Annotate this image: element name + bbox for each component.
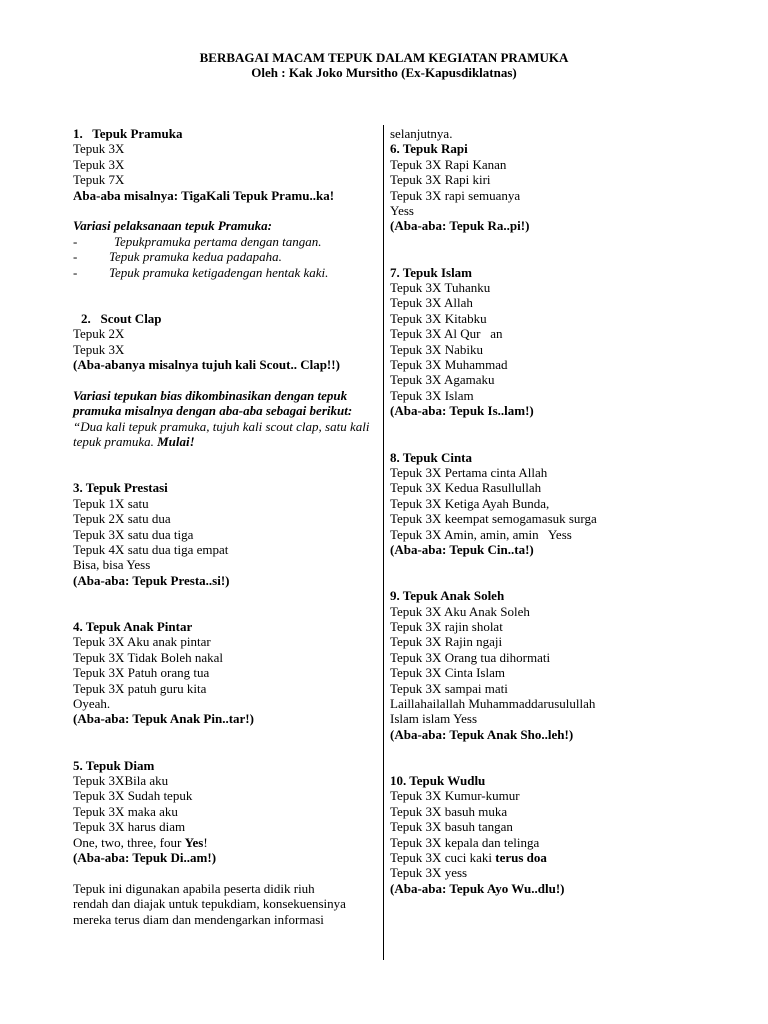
text-line: Tepuk 3X Pertama cinta Allah <box>390 464 548 480</box>
right-column <box>390 126 730 896</box>
text-line: Tepuk 7X <box>73 172 125 188</box>
section-tepuk-prestasi <box>73 480 378 588</box>
note-line: Tepuk ini digunakan apabila peserta didik riuh <box>73 880 315 896</box>
quote-end: Mulai! <box>157 434 195 450</box>
text-line: Tepuk 3X Tidak Boleh nakal <box>73 649 224 665</box>
section-heading: 4. Tepuk Anak Pintar <box>73 618 193 634</box>
text-line: Tepuk 3X Rapi Kanan <box>390 156 507 172</box>
text-line: Tepuk 3X keempat semogamasuk surga <box>390 511 597 527</box>
text-line: Tepuk 3X Rapi kiri <box>390 172 491 188</box>
text-line: Tepuk 3X maka aku <box>73 803 178 819</box>
text-line: Tepuk 3X Ketiga Ayah Bunda, <box>390 495 550 511</box>
section-heading: 5. Tepuk Diam <box>73 757 155 773</box>
section-tepuk-anak-pintar <box>73 619 378 727</box>
section-tepuk-diam <box>73 758 378 927</box>
list-item-text: Tepukpramuka pertama dengan tangan. <box>114 233 322 249</box>
text-line: Tepuk 3X sampai mati <box>390 680 508 696</box>
text-line: Oyeah. <box>73 695 111 711</box>
text-line: Tepuk 3X yess <box>390 865 468 881</box>
cue-line: (Aba-aba: Tepuk Cin..ta!) <box>390 541 534 557</box>
document-header <box>0 50 768 81</box>
section-heading: 6. Tepuk Rapi <box>390 141 468 157</box>
column-divider <box>383 125 384 960</box>
text-line: Tepuk 2X <box>73 326 125 342</box>
text-line: Tepuk 3X Amin, amin, amin Yess <box>390 526 572 542</box>
section-tepuk-anak-soleh <box>390 588 730 742</box>
note-line: mereka terus diam dan mendengarkan informasi <box>73 911 324 927</box>
section-tepuk-wudlu <box>390 773 730 896</box>
section-heading: 7. Tepuk Islam <box>390 264 473 280</box>
text-line: Tepuk 3XBila aku <box>73 772 169 788</box>
variation-heading: Variasi pelaksanaan tepuk Pramuka: <box>73 218 273 234</box>
text-line: Tepuk 3X Orang tua dihormati <box>390 649 551 665</box>
list-item-text: Tepuk pramuka kedua padapaha. <box>109 249 282 265</box>
text-line: One, two, three, four Yes! <box>73 834 208 850</box>
text-line: Tepuk 3X satu dua tiga <box>73 526 194 542</box>
cue-line: (Aba-aba: Tepuk Ra..pi!) <box>390 218 530 234</box>
text-line: Tepuk 3X patuh guru kita <box>73 680 207 696</box>
text-line: Tepuk 3X Kedua Rasullullah <box>390 480 542 496</box>
section-tepuk-rapi <box>390 141 730 233</box>
left-column <box>73 126 378 927</box>
text-line: Yess <box>390 203 414 219</box>
text-line: Tepuk 3X basuh tangan <box>390 819 513 835</box>
section-tepuk-islam <box>390 265 730 419</box>
text-line: Laillahailallah Muhammaddarusulullah <box>390 695 596 711</box>
text-line: Tepuk 3X Sudah tepuk <box>73 788 193 804</box>
section-scout-clap <box>73 311 378 450</box>
variation-heading: Variasi tepukan bias dikombinasikan dengan tepuk pramuka misalnya dengan aba-aba sebagai berikut: <box>73 387 353 419</box>
section-heading: 2. Scout Clap <box>81 310 162 326</box>
cue-line: (Aba-aba: Tepuk Di..am!) <box>73 850 217 865</box>
cue-line: (Aba-aba: Tepuk Is..lam!) <box>390 403 534 419</box>
text-line: Tepuk 3X Kumur-kumur <box>390 788 520 804</box>
section-heading: 1. Tepuk Pramuka <box>73 126 183 141</box>
cue-line: (Aba-aba: Tepuk Ayo Wu..dlu!) <box>390 880 565 896</box>
example-quote: “Dua kali tepuk pramuka, tujuh kali scout clap, satu kali tepuk pramuka. Mulai! <box>73 418 370 450</box>
text-line: Tepuk 3X <box>73 156 125 172</box>
text-line: Tepuk 3X rapi semuanya <box>390 187 521 203</box>
text-line: Tepuk 3X Kitabku <box>390 310 487 326</box>
cue-line: (Aba-aba: Tepuk Anak Sho..leh!) <box>390 726 574 742</box>
list-item: - Tepuk pramuka ketigadengan hentak kaki. <box>73 264 329 280</box>
text-line: Tepuk 2X satu dua <box>73 511 171 527</box>
list-item-text: Tepuk pramuka ketigadengan hentak kaki. <box>109 264 329 280</box>
list-item: - Tepukpramuka pertama dengan tangan. <box>73 233 322 249</box>
text-line: Tepuk 1X satu <box>73 495 149 511</box>
text-line: Tepuk 3X kepala dan telinga <box>390 834 540 850</box>
list-item: - Tepuk pramuka kedua padapaha. <box>73 249 282 265</box>
section-heading: 3. Tepuk Prestasi <box>73 480 168 496</box>
cue-line: (Aba-aba: Tepuk Anak Pin..tar!) <box>73 711 254 727</box>
text-line: Tepuk 3X Agamaku <box>390 372 495 388</box>
section-heading: 10. Tepuk Wudlu <box>390 773 486 788</box>
section-tepuk-pramuka <box>73 126 378 280</box>
text-line: Tepuk 3X Aku Anak Soleh <box>390 603 530 619</box>
cue-line: (Aba-aba: Tepuk Presta..si!) <box>73 572 230 588</box>
text-line: Tepuk 3X <box>73 141 125 157</box>
text-line: Tepuk 3X cuci kaki terus doa <box>390 850 547 866</box>
cue-line: Aba-aba misalnya: TigaKali Tepuk Pramu..ka! <box>73 187 335 203</box>
text-line: Tepuk 3X Allah <box>390 295 473 311</box>
text-line: Tepuk 3X Muhammad <box>390 357 508 373</box>
section-heading: 9. Tepuk Anak Soleh <box>390 588 505 604</box>
continuation-text: selanjutnya. <box>390 126 453 141</box>
cue-line: (Aba-abanya misalnya tujuh kali Scout.. Clap!!) <box>73 357 340 373</box>
text-line: Bisa, bisa Yess <box>73 557 151 573</box>
text-line: Tepuk 3X Nabiku <box>390 341 483 357</box>
text-line: Tepuk 3X Aku anak pintar <box>73 634 211 650</box>
text-line: Tepuk 4X satu dua tiga empat <box>73 541 229 557</box>
text-line: Tepuk 3X Tuhanku <box>390 280 491 296</box>
section-tepuk-cinta <box>390 450 730 558</box>
document-author: Oleh : Kak Joko Mursitho (Ex-Kapusdiklatnas) <box>251 65 517 81</box>
text-line: Islam islam Yess <box>390 711 478 727</box>
text-line: Tepuk 3X basuh muka <box>390 803 508 819</box>
text-line: Tepuk 3X <box>73 341 125 357</box>
text-line: Tepuk 3X Al Qur an <box>390 326 503 342</box>
text-line: Tepuk 3X Patuh orang tua <box>73 665 210 681</box>
text-line: Tepuk 3X Islam <box>390 387 474 403</box>
document-title: BERBAGAI MACAM TEPUK DALAM KEGIATAN PRAMUKA <box>199 50 569 65</box>
text-line: Tepuk 3X Rajin ngaji <box>390 634 503 650</box>
note-line: rendah dan diajak untuk tepukdiam, konsekuensinya <box>73 896 346 912</box>
text-line: Tepuk 3X harus diam <box>73 819 186 835</box>
text-line: Tepuk 3X rajin sholat <box>390 618 503 634</box>
text-line: Tepuk 3X Cinta Islam <box>390 665 505 681</box>
section-heading: 8. Tepuk Cinta <box>390 449 473 465</box>
